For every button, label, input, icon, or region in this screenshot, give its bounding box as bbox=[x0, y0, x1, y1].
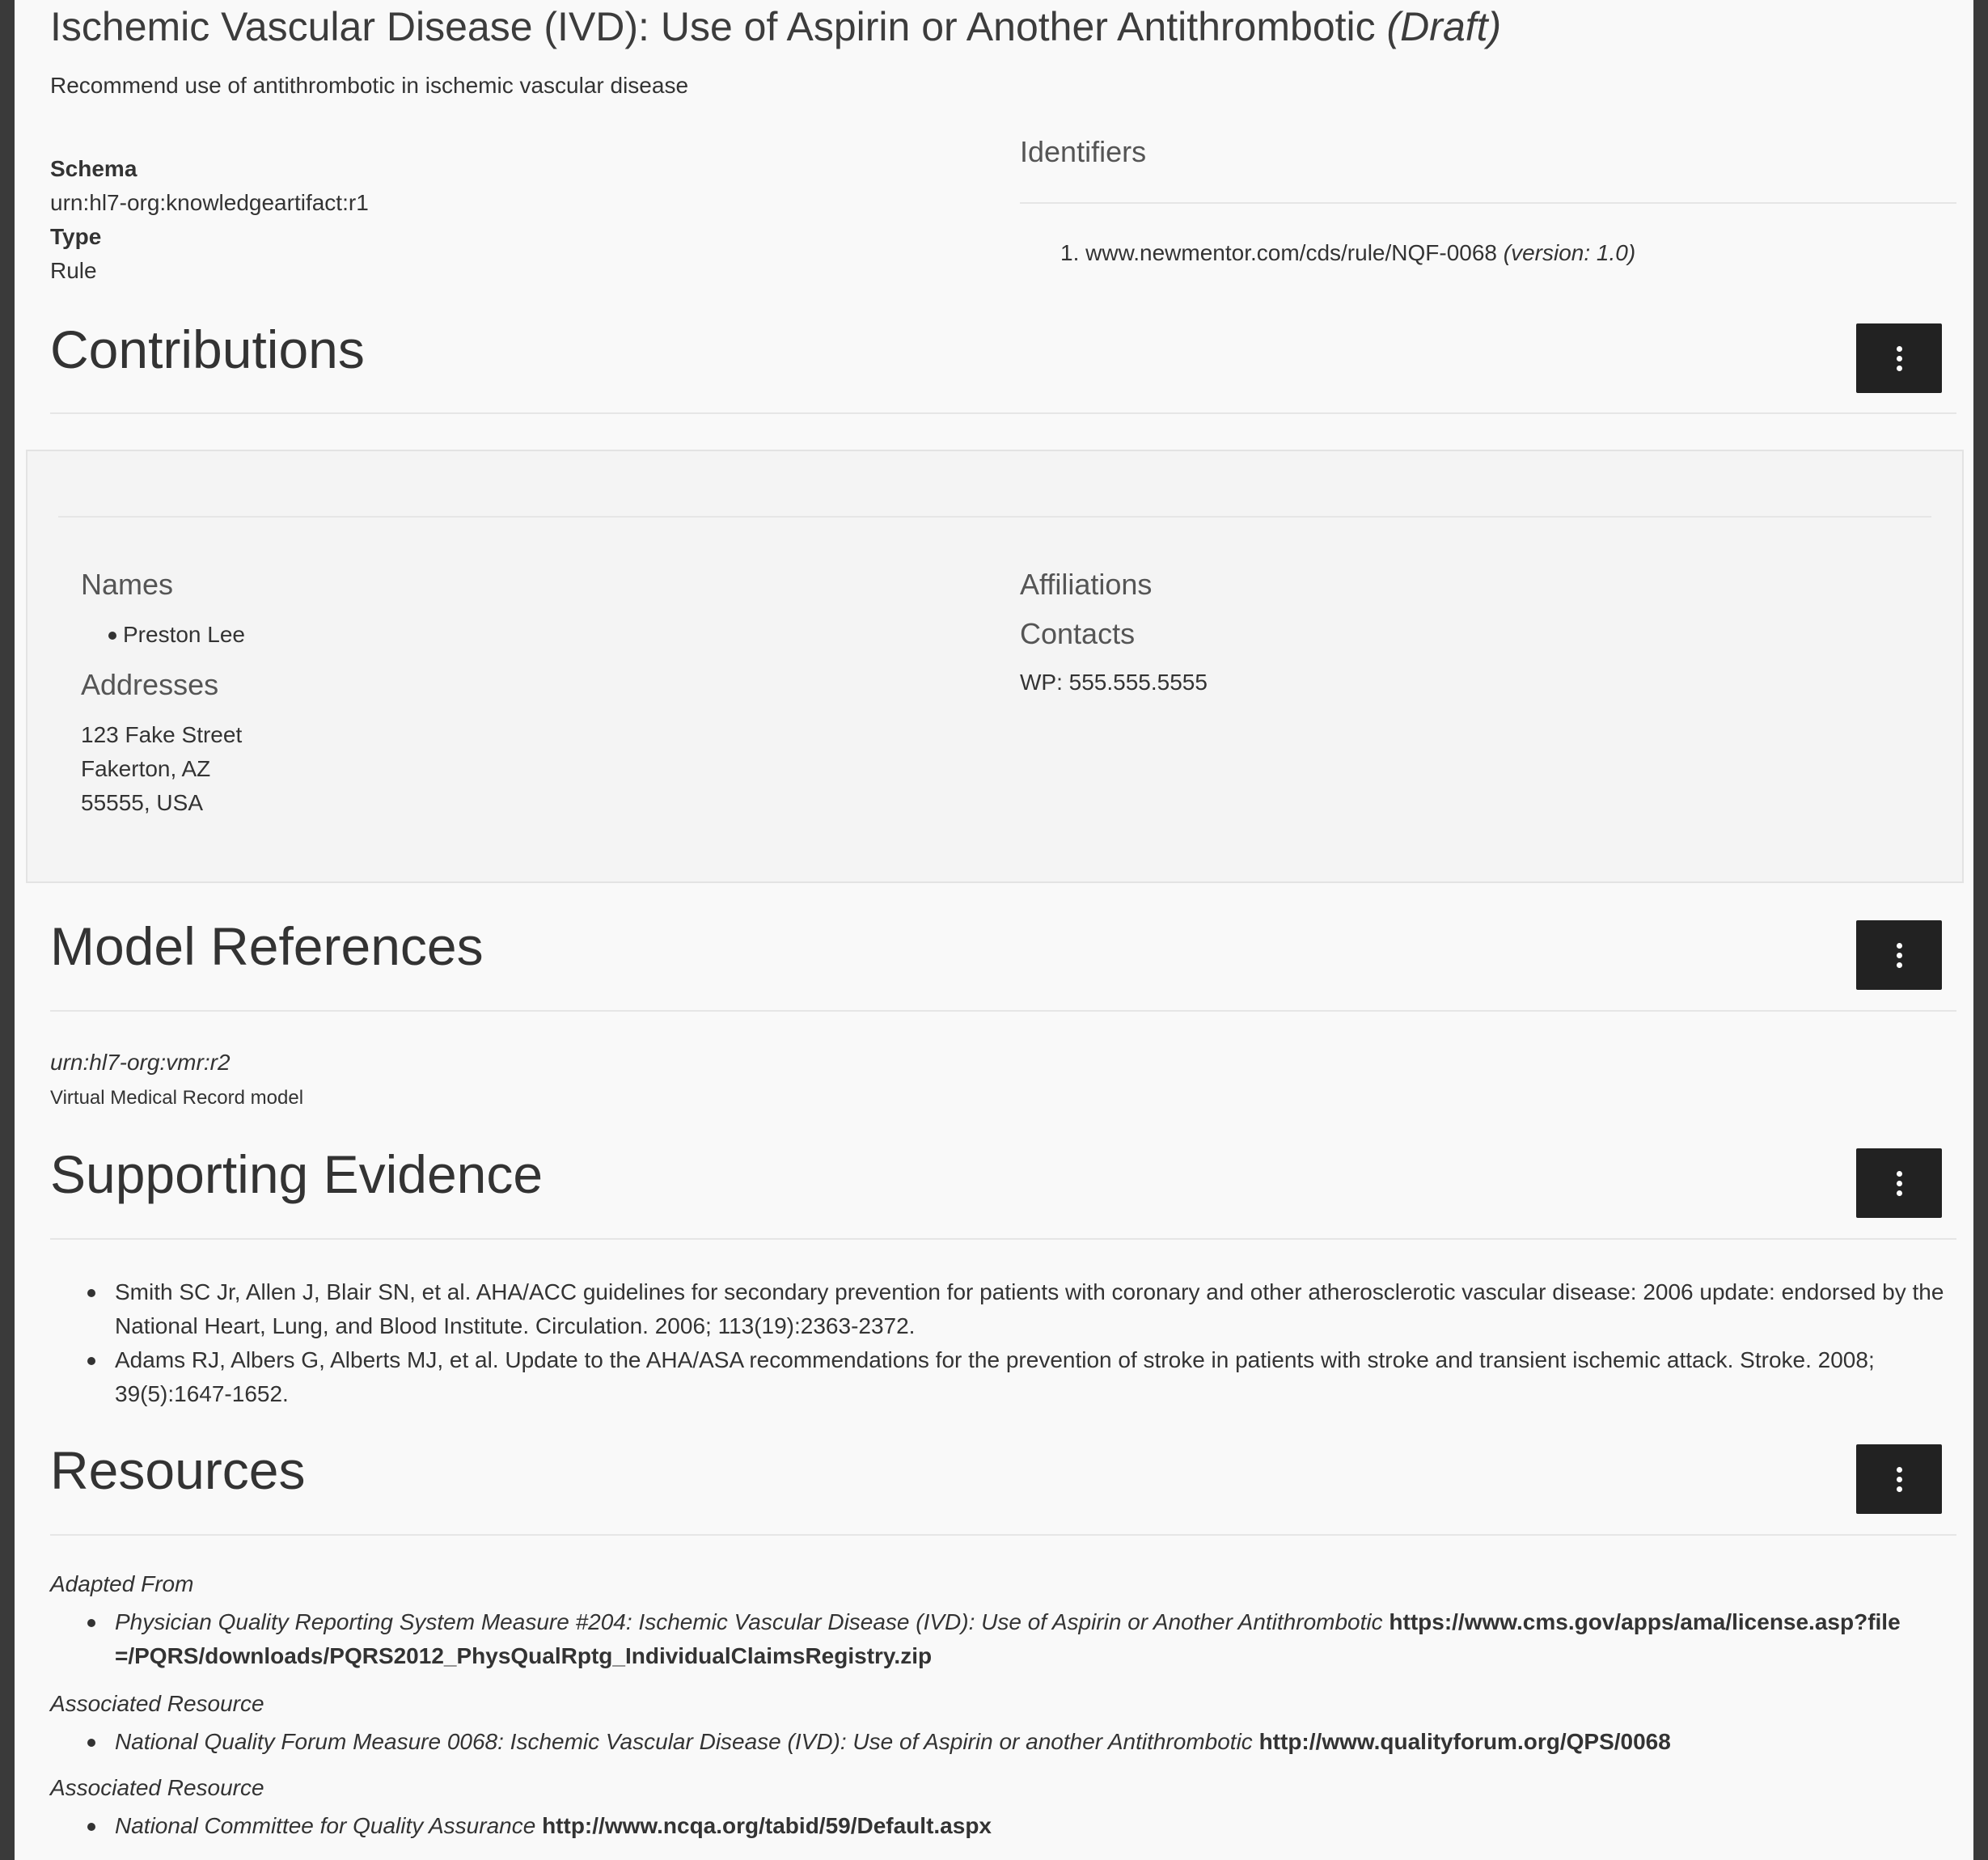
identifiers-divider bbox=[1020, 202, 1956, 204]
resource-list bbox=[50, 1605, 1910, 1673]
contacts-heading: Contacts bbox=[1020, 617, 1136, 650]
identifier-version: (version: 1.0) bbox=[1503, 240, 1636, 265]
address-line: 55555, USA bbox=[81, 790, 203, 815]
identifier-item bbox=[1060, 240, 1635, 266]
name-item: Preston Lee bbox=[71, 618, 245, 652]
supporting-evidence-divider bbox=[50, 1238, 1956, 1240]
model-description: Virtual Medical Record model bbox=[50, 1087, 304, 1109]
page-title: Ischemic Vascular Disease (IVD): Use of Aspirin or Another Antithrombotic (Draft) bbox=[50, 4, 1502, 49]
resource-link[interactable]: https://www.cms.gov/apps/ama/license.asp?file=/PQRS/downloads/PQRS2012_PhysQualRptg_IndividualClaimsRegistry.zip bbox=[115, 1609, 1901, 1668]
resources-divider bbox=[50, 1534, 1956, 1536]
contributor-card bbox=[26, 450, 1964, 883]
kebab-menu-icon bbox=[1897, 1467, 1902, 1492]
model-references-heading: Model References bbox=[50, 916, 484, 976]
model-urn: urn:hl7-org:vmr:r2 bbox=[50, 1050, 231, 1075]
address-block bbox=[81, 718, 242, 820]
artifact-description: Recommend use of antithrombotic in ischemic vascular disease bbox=[50, 73, 689, 98]
schema-value: urn:hl7-org:knowledgeartifact:r1 bbox=[50, 190, 369, 215]
kebab-menu-icon bbox=[1897, 1171, 1902, 1196]
resource-type: Associated Resource bbox=[50, 1775, 264, 1800]
card-divider bbox=[58, 516, 1931, 518]
names-heading: Names bbox=[81, 568, 174, 601]
resource-title: Physician Quality Reporting System Measure #204: Ischemic Vascular Disease (IVD): Use of Aspirin or Another Antithrombotic bbox=[115, 1609, 1383, 1634]
contributions-heading: Contributions bbox=[50, 319, 365, 379]
resources-menu-button[interactable] bbox=[1856, 1444, 1942, 1514]
identifiers-heading: Identifiers bbox=[1020, 135, 1147, 168]
resource-link[interactable]: http://www.ncqa.org/tabid/59/Default.aspx bbox=[542, 1813, 992, 1838]
evidence-item: Smith SC Jr, Allen J, Blair SN, et al. AHA/ACC guidelines for secondary prevention for patients with coronary and other atherosclerotic vascular disease: 2006 update: endorsed by the National Heart, Lung, and Blood Institute. Circulation. 2006; 113(19):2363-2372. bbox=[50, 1275, 1956, 1343]
model-references-menu-button[interactable] bbox=[1856, 920, 1942, 990]
identifier-number: 1. bbox=[1060, 240, 1080, 265]
resources-heading: Resources bbox=[50, 1440, 306, 1500]
resource-item bbox=[50, 1605, 1910, 1673]
identifier-value[interactable]: www.newmentor.com/cds/rule/NQF-0068 bbox=[1085, 240, 1497, 265]
address-line: 123 Fake Street bbox=[81, 722, 243, 747]
resource-title: National Quality Forum Measure 0068: Ischemic Vascular Disease (IVD): Use of Aspirin or another Antithrombotic bbox=[115, 1729, 1253, 1754]
type-label: Type bbox=[50, 224, 102, 249]
model-references-divider bbox=[50, 1010, 1956, 1012]
resource-item bbox=[50, 1809, 1956, 1843]
schema-label: Schema bbox=[50, 156, 137, 181]
contributions-divider bbox=[50, 412, 1956, 414]
status-label: (Draft) bbox=[1386, 4, 1502, 49]
contributions-menu-button[interactable] bbox=[1856, 323, 1942, 393]
supporting-evidence-heading: Supporting Evidence bbox=[50, 1144, 544, 1204]
resource-link[interactable]: http://www.qualityforum.org/QPS/0068 bbox=[1258, 1729, 1671, 1754]
kebab-menu-icon bbox=[1897, 346, 1902, 371]
resource-title: National Committee for Quality Assurance bbox=[115, 1813, 536, 1838]
type-value: Rule bbox=[50, 258, 97, 283]
resource-type: Associated Resource bbox=[50, 1691, 264, 1716]
supporting-evidence-menu-button[interactable] bbox=[1856, 1148, 1942, 1218]
affiliations-heading: Affiliations bbox=[1020, 568, 1153, 601]
resource-list bbox=[50, 1809, 1956, 1843]
resource-type: Adapted From bbox=[50, 1571, 194, 1596]
address-line: Fakerton, AZ bbox=[81, 756, 211, 781]
addresses-heading: Addresses bbox=[81, 668, 219, 701]
page bbox=[15, 0, 1973, 1860]
resource-item bbox=[50, 1725, 1956, 1759]
kebab-menu-icon bbox=[1897, 943, 1902, 968]
evidence-list bbox=[50, 1275, 1956, 1411]
names-list bbox=[71, 618, 245, 652]
contact-value: WP: 555.555.5555 bbox=[1020, 670, 1208, 695]
resource-list bbox=[50, 1725, 1956, 1759]
evidence-item: Adams RJ, Albers G, Alberts MJ, et al. Update to the AHA/ASA recommendations for the prevention of stroke in patients with stroke and transient ischemic attack. Stroke. 2008; 39(5):1647-1652. bbox=[50, 1343, 1956, 1411]
